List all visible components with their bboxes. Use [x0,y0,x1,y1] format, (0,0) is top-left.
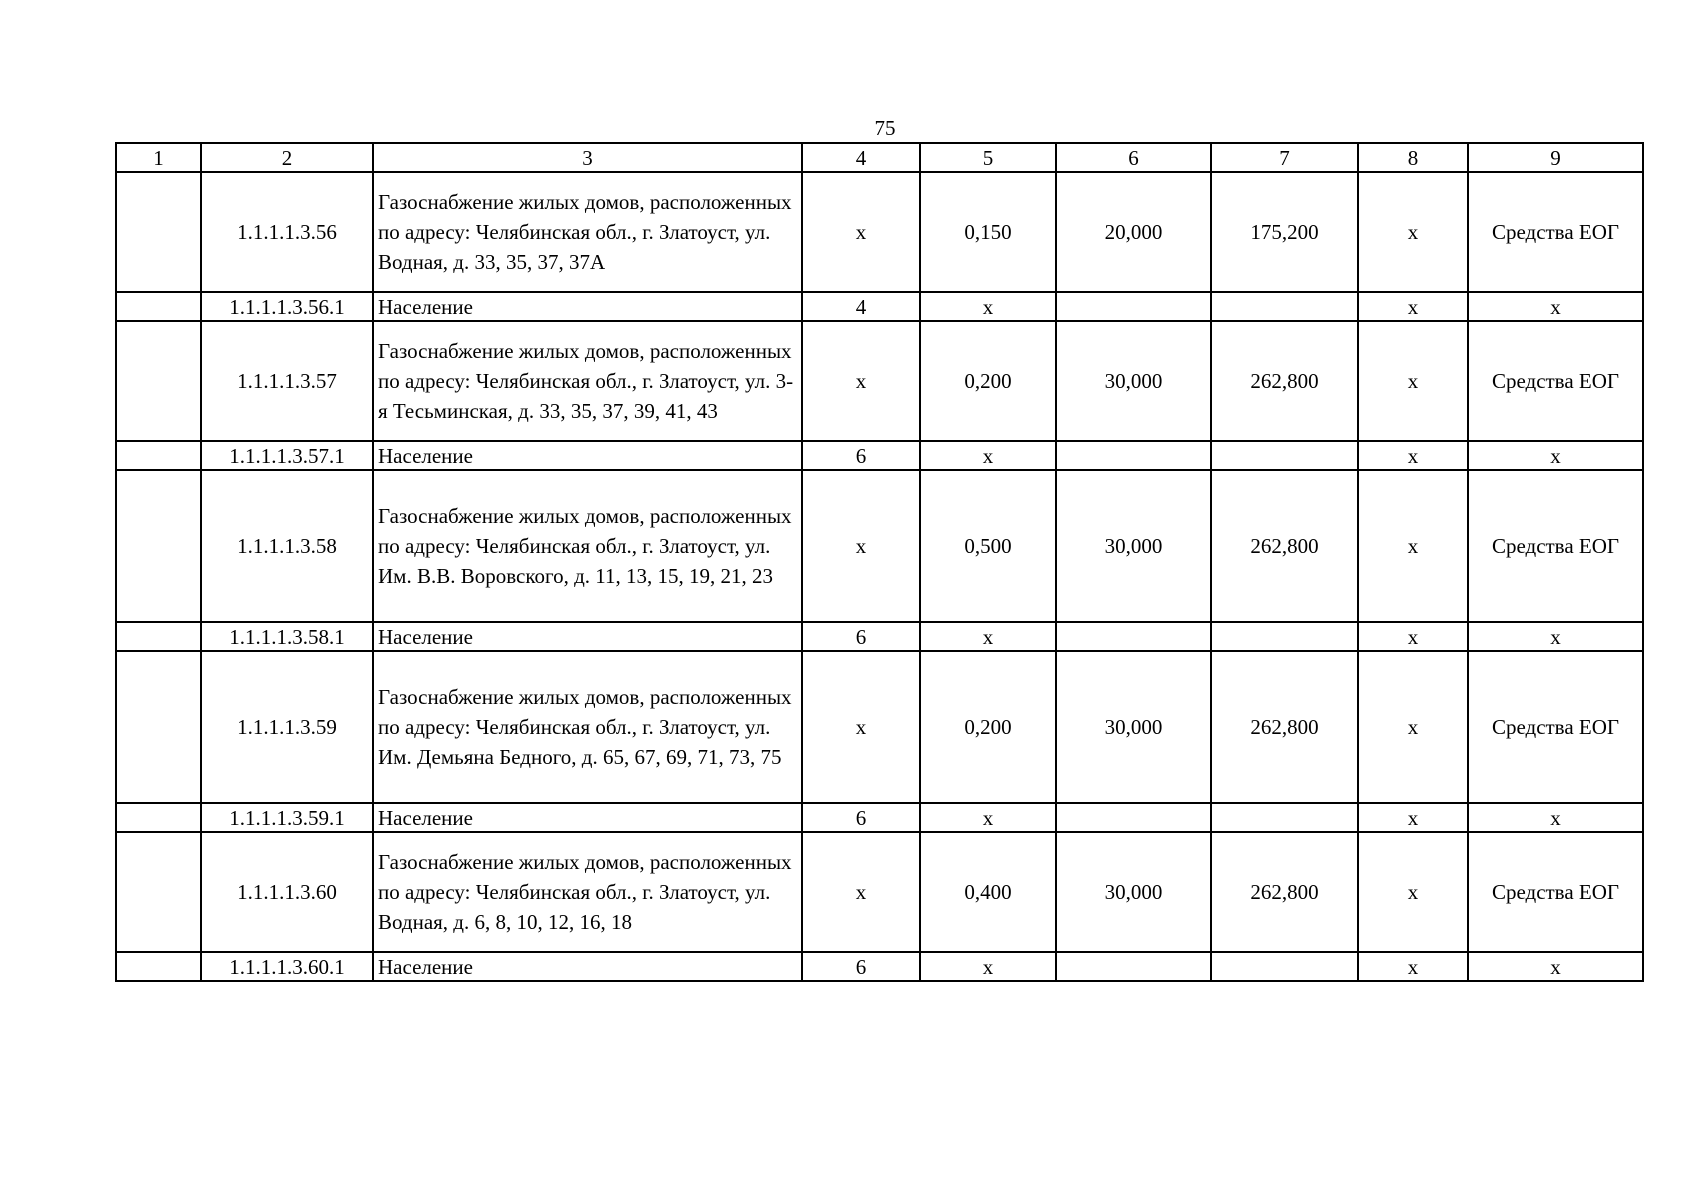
cell-col-6: 30,000 [1056,832,1211,952]
page-number: 75 [874,116,896,140]
cell-col-5: 0,500 [920,470,1056,622]
cell-description: Население [373,292,802,321]
cell-description: Газоснабжение жилых домов, расположенных по адресу: Челябинская обл., г. Златоуст, ул. Им. В.В. Воровского, д. 11, 13, 15, 19, 21, 23 [373,470,802,622]
cell-description: Газоснабжение жилых домов, расположенных по адресу: Челябинская обл., г. Златоуст, ул. Им. Демьяна Бедного, д. 65, 67, 69, 71, 73, 75 [373,651,802,803]
cell-col-5: х [920,292,1056,321]
cell-col-4: х [802,321,920,441]
cell-col-6 [1056,952,1211,981]
cell-col-7: 262,800 [1211,470,1358,622]
cell-col-6: 30,000 [1056,321,1211,441]
cell-item-code: 1.1.1.1.3.57 [201,321,373,441]
column-header: 9 [1468,143,1643,172]
cell-col-1 [116,172,201,292]
cell-col-8: х [1358,441,1468,470]
cell-funding-source: Средства ЕОГ [1468,832,1643,952]
cell-col-4: х [802,470,920,622]
cell-col-6 [1056,441,1211,470]
cell-item-code: 1.1.1.1.3.58 [201,470,373,622]
cell-col-8: х [1358,172,1468,292]
table-row [116,832,1643,952]
cell-col-7 [1211,622,1358,651]
cell-col-4: 6 [802,622,920,651]
cell-col-7 [1211,292,1358,321]
column-header: 2 [201,143,373,172]
cell-funding-source: х [1468,292,1643,321]
cell-item-code: 1.1.1.1.3.59.1 [201,803,373,832]
table-subrow [116,622,1643,651]
cell-description: Население [373,441,802,470]
cell-col-6 [1056,292,1211,321]
cell-col-6: 20,000 [1056,172,1211,292]
cell-col-4: 6 [802,441,920,470]
data-table [115,142,1644,982]
table-subrow [116,292,1643,321]
cell-col-8: х [1358,651,1468,803]
cell-col-4: х [802,172,920,292]
cell-col-5: 0,400 [920,832,1056,952]
cell-funding-source: Средства ЕОГ [1468,321,1643,441]
cell-col-5: х [920,952,1056,981]
column-header: 7 [1211,143,1358,172]
cell-item-code: 1.1.1.1.3.58.1 [201,622,373,651]
table-row [116,172,1643,292]
cell-col-4: 6 [802,803,920,832]
cell-col-8: х [1358,832,1468,952]
cell-col-8: х [1358,321,1468,441]
table-row [116,651,1643,803]
cell-col-7: 175,200 [1211,172,1358,292]
table-subrow [116,441,1643,470]
column-header: 1 [116,143,201,172]
cell-col-7 [1211,803,1358,832]
cell-item-code: 1.1.1.1.3.56.1 [201,292,373,321]
cell-col-4: 6 [802,952,920,981]
cell-col-7: 262,800 [1211,832,1358,952]
cell-col-7 [1211,952,1358,981]
table-subrow [116,803,1643,832]
cell-col-8: х [1358,952,1468,981]
cell-item-code: 1.1.1.1.3.59 [201,651,373,803]
cell-col-5: 0,200 [920,321,1056,441]
table-row [116,321,1643,441]
cell-col-4: х [802,651,920,803]
column-header: 5 [920,143,1056,172]
cell-col-8: х [1358,803,1468,832]
cell-col-4: 4 [802,292,920,321]
cell-item-code: 1.1.1.1.3.56 [201,172,373,292]
cell-col-6: 30,000 [1056,470,1211,622]
table-header-row [116,143,1643,172]
column-header: 3 [373,143,802,172]
table-subrow [116,952,1643,981]
cell-col-7: 262,800 [1211,321,1358,441]
cell-funding-source: Средства ЕОГ [1468,470,1643,622]
cell-col-6 [1056,803,1211,832]
cell-col-1 [116,651,201,803]
cell-col-1 [116,321,201,441]
cell-col-4: х [802,832,920,952]
cell-col-5: х [920,622,1056,651]
cell-col-8: х [1358,292,1468,321]
cell-description: Население [373,952,802,981]
cell-col-6 [1056,622,1211,651]
cell-col-5: х [920,803,1056,832]
cell-col-1 [116,470,201,622]
cell-col-8: х [1358,622,1468,651]
cell-col-7: 262,800 [1211,651,1358,803]
cell-description: Население [373,803,802,832]
cell-funding-source: х [1468,803,1643,832]
cell-col-5: 0,200 [920,651,1056,803]
cell-funding-source: х [1468,622,1643,651]
cell-col-1 [116,292,201,321]
cell-item-code: 1.1.1.1.3.60.1 [201,952,373,981]
cell-col-6: 30,000 [1056,651,1211,803]
cell-description: Газоснабжение жилых домов, расположенных по адресу: Челябинская обл., г. Златоуст, ул. Водная, д. 33, 35, 37, 37А [373,172,802,292]
cell-col-5: х [920,441,1056,470]
cell-item-code: 1.1.1.1.3.60 [201,832,373,952]
table-row [116,470,1643,622]
cell-col-7 [1211,441,1358,470]
cell-funding-source: Средства ЕОГ [1468,651,1643,803]
cell-funding-source: х [1468,441,1643,470]
cell-description: Газоснабжение жилых домов, расположенных по адресу: Челябинская обл., г. Златоуст, ул. 3-я Тесьминская, д. 33, 35, 37, 39, 41, 43 [373,321,802,441]
cell-description: Население [373,622,802,651]
column-header: 8 [1358,143,1468,172]
cell-col-1 [116,832,201,952]
cell-item-code: 1.1.1.1.3.57.1 [201,441,373,470]
cell-col-5: 0,150 [920,172,1056,292]
column-header: 6 [1056,143,1211,172]
cell-funding-source: Средства ЕОГ [1468,172,1643,292]
cell-col-1 [116,441,201,470]
column-header: 4 [802,143,920,172]
cell-col-1 [116,952,201,981]
cell-funding-source: х [1468,952,1643,981]
cell-col-1 [116,622,201,651]
cell-col-8: х [1358,470,1468,622]
cell-col-1 [116,803,201,832]
cell-description: Газоснабжение жилых домов, расположенных по адресу: Челябинская обл., г. Златоуст, ул. Водная, д. 6, 8, 10, 12, 16, 18 [373,832,802,952]
